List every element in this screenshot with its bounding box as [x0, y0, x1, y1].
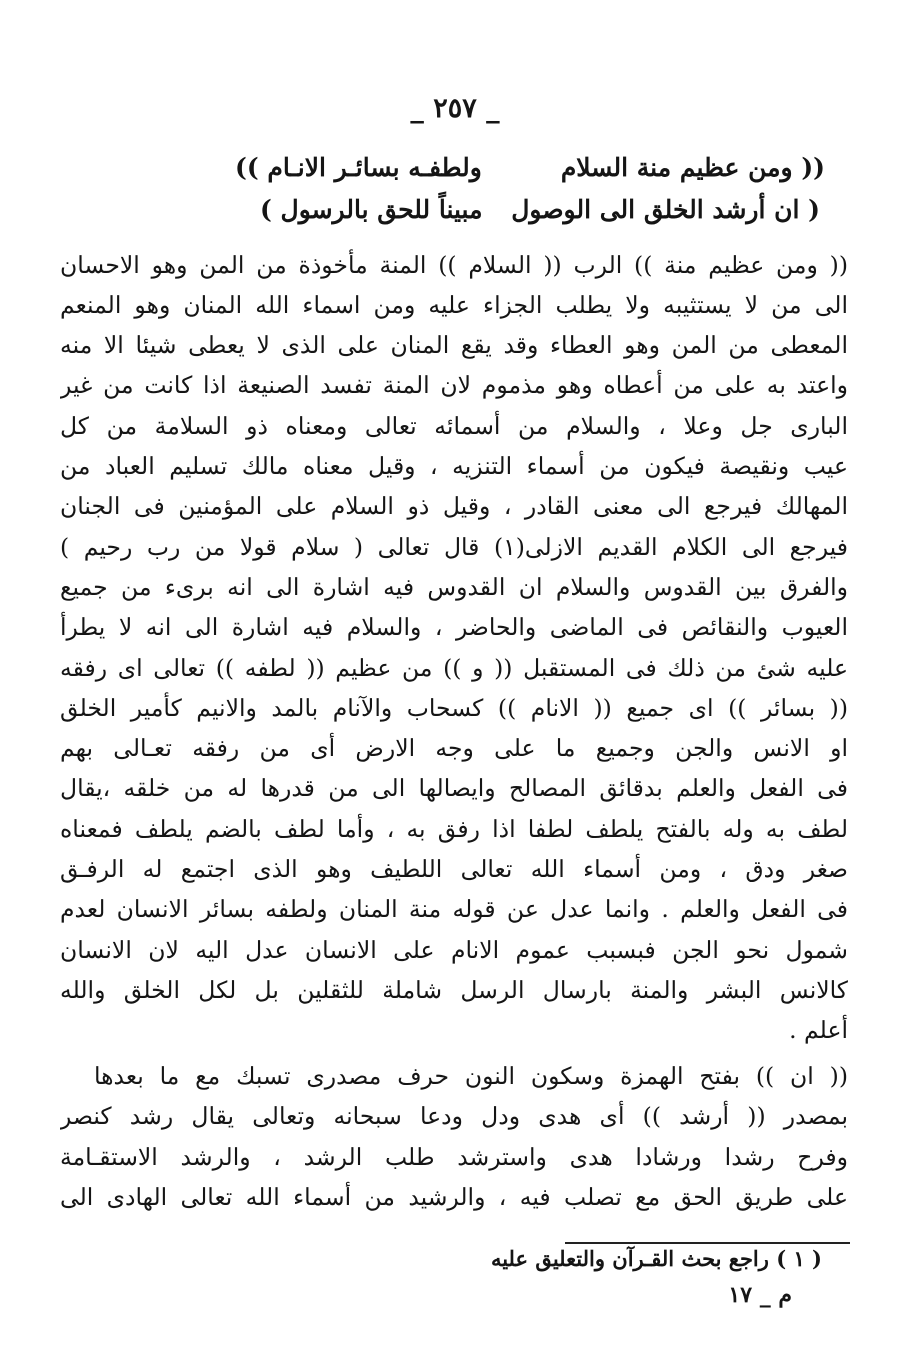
body-line: (( ومن عظيم منة )) الرب (( السلام )) المنة مأخوذة من المن وهو الاحسان: [60, 251, 848, 279]
body-line: الى من لا يستثيبه ولا يطلب الجزاء عليه ومن اسماء الله المنان وهو المنعم: [60, 291, 848, 319]
body-line: فى الفعل والعلم بدقائق المصالح وايصالها الى من قدرها له من خلقه ،يقال: [60, 774, 848, 802]
page-number: _ ٢٥٧ _: [410, 93, 500, 124]
body-line: واعتد به على من أعطاه وهو مذموم لان المنة تفسد الصنيعة اذا كانت من غير: [60, 371, 848, 399]
body-line: (( بسائر )) اى جميع (( الانام )) كسحاب والآنام بالمد والانيم كأمير الخلق: [60, 694, 848, 722]
body-line: بمصدر (( أرشد )) أى هدى ودل ودعا سبحانه وتعالى يقال رشد كنصر: [60, 1102, 848, 1130]
body-line: كالانس البشر والمنة بارسال الرسل شاملة للثقلين بل لكل الخلق والله: [60, 976, 848, 1004]
body-line: صغر ودق ، ومن أسماء الله تعالى اللطيف وهو الذى اجتمع له الرفـق: [60, 855, 848, 883]
body-line: او الانس والجن وجميع ما على وجه الارض أى من رفقه تعـالى بهم: [60, 734, 848, 762]
verse-2-hemistich-right: ( ان أرشد الخلق الى الوصول: [511, 195, 820, 224]
body-line: (( ان )) بفتح الهمزة وسكون النون حرف مصدرى تسبك مع ما بعدها: [94, 1062, 848, 1090]
body-line: المهالك فيرجع الى معنى القادر ، وقيل ذو السلام على المؤمنين فى الجنان: [60, 492, 848, 520]
body-line: عيب ونقيصة فيكون من أسماء التنزيه ، وقيل معناه مالك تسليم العباد من: [60, 452, 848, 480]
body-line: شمول نحو الجن فبسبب عموم الانام على الانسان عدل اليه لان الانسان: [60, 936, 848, 964]
verse-1-hemistich-left: ولطفـه بسائـر الانـام )): [235, 153, 482, 182]
body-line: فى الفعل والعلم . وانما عدل عن قوله منة المنان ولطفه بسائر الانسان لعدم: [60, 895, 848, 923]
body-line: فيرجع الى الكلام القديم الازلى(١) قال تعالى ( سلام قولا من رب رحيم ): [60, 533, 848, 561]
body-line: لطف به وله بالفتح يلطف لطفا اذا رفق به ، وأما لطف بالضم يلطف فمعناه: [60, 815, 848, 843]
body-line: البارى جل وعلا ، والسلام من أسمائه تعالى ومعناه ذو السلامة من كل: [60, 412, 848, 440]
body-line: أعلم .: [789, 1016, 848, 1044]
signature-mark: م _ ١٧: [728, 1282, 792, 1308]
body-line: على طريق الحق مع تصلب فيه ، والرشيد من أسماء الله تعالى الهادى الى: [60, 1183, 848, 1211]
footnote: ( ١ ) راجع بحث القـرآن والتعليق عليه: [490, 1246, 822, 1271]
body-line: وفرح رشدا ورشادا هدى واسترشد طلب الرشد ، والرشد الاستقـامة: [60, 1143, 848, 1171]
body-line: والفرق بين القدوس والسلام ان القدوس فيه اشارة الى انه برىء من جميع: [60, 573, 848, 601]
body-line: عليه شئ من ذلك فى المستقبل (( و )) من عظيم (( لطفه )) تعالى اى رفقه: [60, 654, 848, 682]
body-line: المعطى من المن وهو العطاء وقد يقع المنان على الذى لا يعطى شيئا الا منه: [60, 331, 848, 359]
verse-line-2: [260, 195, 820, 224]
verse-line-1: [235, 153, 825, 182]
verse-1-hemistich-right: (( ومن عظيم منة السلام: [560, 153, 825, 182]
body-line: العيوب والنقائص فى الماضى والحاضر ، والسلام فيه اشارة الى انه لا يطرأ: [60, 613, 848, 641]
footnote-divider: [565, 1242, 850, 1244]
verse-2-hemistich-left: مبيناً للحق بالرسول ): [260, 195, 483, 224]
